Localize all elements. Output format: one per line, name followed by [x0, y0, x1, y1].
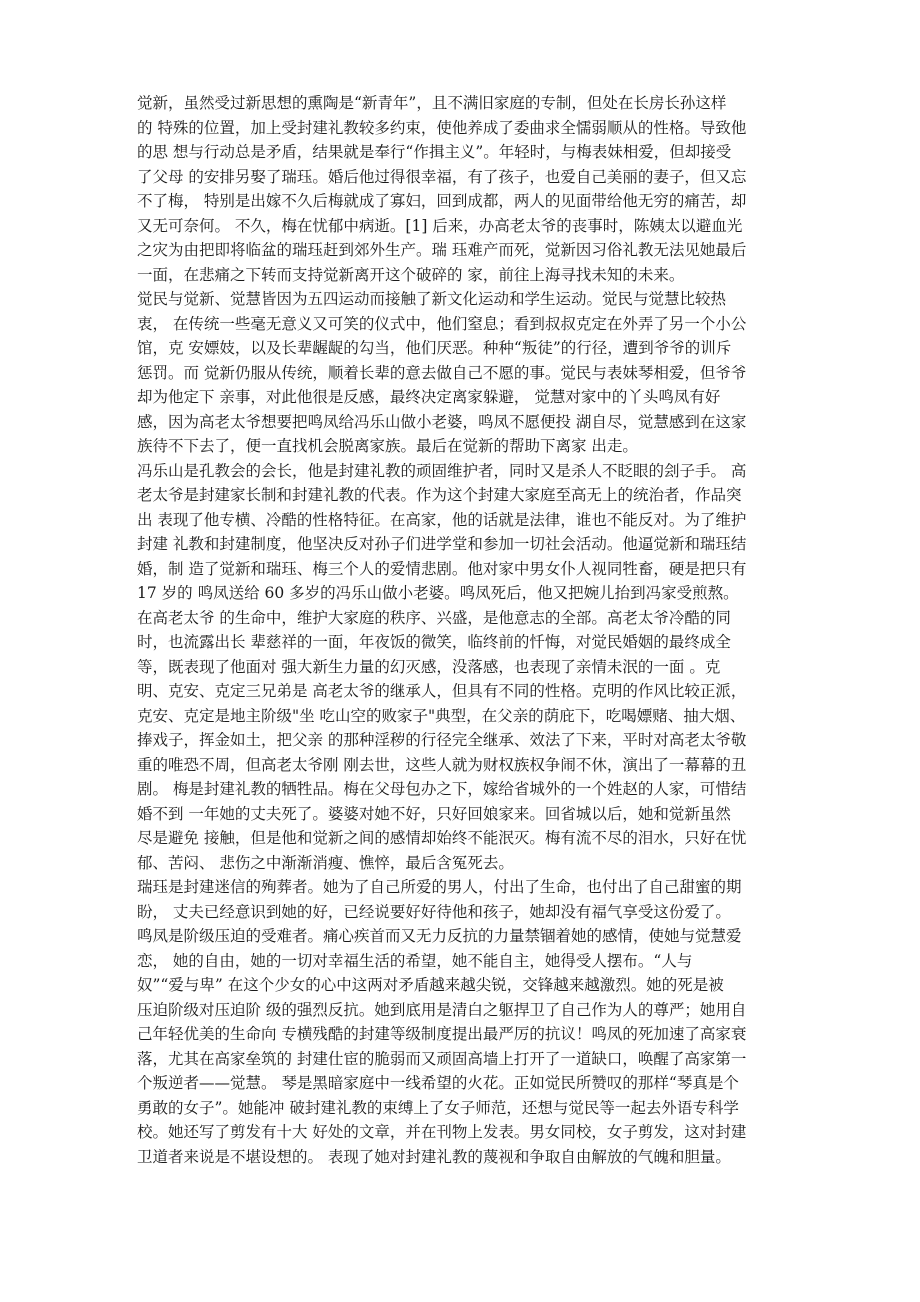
text-line: 郁、苦闷、 悲伤之中渐渐消瘦、憔悴，最后含冤死去。 [137, 853, 514, 872]
text-line: 时，也流露出长 辈慈祥的一面，年夜饭的微笑，临终前的忏悔，对觉民婚姻的最终成全 [137, 633, 731, 651]
text-line: 落，尤其在高家垒筑的 封建仕宦的脆弱而又顽固高墙上打开了一道缺口，唤醒了高家第一 [137, 1049, 747, 1068]
text-line: 不了梅， 特别是出嫁不久后梅就成了寡妇，回到成都，两人的见面带给他无穷的痛苦，却 [137, 192, 747, 210]
text-line: 觉民与觉新、觉慧皆因为五四运动而接触了新文化运动和学生运动。觉民与觉慧比较热 [137, 290, 727, 308]
text-line: 恋， 她的自由，她的一切对幸福生活的希望，她不能自主，她得受人摆布。“人与 [137, 951, 693, 970]
text-line: 的 特殊的位置，加上受封建礼教较多约束，使他养成了委曲求全懦弱顺从的性格。导致他 [137, 118, 747, 137]
text-line: 馆，克 安嫖妓，以及长辈龌龊的勾当，他们厌恶。种种“叛徒”的行径，遭到爷爷的训斥 [137, 339, 732, 357]
text-line: 婚不到 一年她的丈夫死了。婆婆对她不好，只好回娘家来。回省城以后，她和觉新虽然 [137, 804, 731, 823]
text-line: 剧。 梅是封建礼教的牺牲品。梅在父母包办之下，嫁给省城外的一个姓赵的人家，可惜结 [137, 780, 747, 798]
text-line: 奴”“爱与卑” 在这个少女的心中这两对矛盾越来越尖锐，交锋越来越激烈。她的死是被 [137, 976, 724, 994]
text-line: 又无可奈何。 不久，梅在忧郁中病逝。[1] 后来，办高老太爷的丧事时，陈姨太以避血光 [137, 216, 743, 235]
text-line: 了父母 的安排另娶了瑞珏。婚后他过得很幸福，有了孩子，也爱自己美丽的妻子，但又忘 [137, 167, 747, 186]
text-line: 一面，在悲痛之下转而支持觉新离开这个破碎的 家，前往上海寻找未知的未来。 [137, 265, 685, 284]
text-line: 等，既表现了他面对 强大新生力量的幻灭感，没落感，也表现了亲情未泯的一面 。克 [137, 657, 721, 676]
text-line: 校。她还写了剪发有十大 好处的文章，并在刊物上发表。男女同校，女子剪发，这对封建 [137, 1123, 747, 1141]
text-line: 明、克安、克定三兄弟是 高老太爷的继承人，但具有不同的性格。克明的作风比较正派， [137, 682, 747, 700]
text-line: 压迫阶级对压迫阶 级的强烈反抗。她到底用是清白之躯捍卫了自己作为人的尊严；她用自 [137, 1000, 747, 1019]
text-line: 感，因为高老太爷想要把鸣凤给冯乐山做小老婆，鸣凤不愿便投 湖自尽，觉慧感到在这家 [137, 412, 747, 431]
text-line: 克安、克定是地主阶级"坐 吃山空的败家子"典型，在父亲的荫庇下，吃喝嫖赌、抽大烟、 [137, 706, 746, 725]
text-line: 重的唯恐不周，但高老太爷刚 刚去世，这些人就为财权族权争闹不休，演出了一幕幕的丑 [137, 755, 747, 774]
text-line: 己年轻优美的生命向 专横残酷的封建等级制度提出最严厉的抗议！鸣凤的死加速了高家衰 [137, 1025, 747, 1043]
text-line: 之灾为由把即将临盆的瑞珏赶到郊外生产。瑞 珏难产而死，觉新因习俗礼教无法见她最后 [137, 241, 747, 259]
text-line: 惩罚。而 觉新仍服从传统，顺着长辈的意去做自己不愿的事。觉民与表妹琴相爱，但爷爷 [137, 363, 747, 382]
text-line: 在高老太爷 的生命中，维护大家庭的秩序、兴盛，是他意志的全部。高老太爷冷酷的同 [137, 608, 731, 627]
document-body [137, 91, 797, 1169]
text-line: 出 表现了他专横、冷酷的性格特征。在高家，他的话就是法律，谁也不能反对。为了维护 [137, 510, 747, 529]
text-line: 瑞珏是封建迷信的殉葬者。她为了自己所爱的男人，付出了生命，也付出了自己甜蜜的期 [137, 878, 742, 896]
text-line: 老太爷是封建家长制和封建礼教的代表。作为这个封建大家庭至高无上的统治者，作品突 [137, 486, 742, 504]
text-line: 盼， 丈夫已经意识到她的好，已经说要好好待他和孩子，她却没有福气享受这份爱了。 [137, 902, 731, 921]
text-line: 捧戏子，挥金如土，把父亲 的那种淫秽的行径完全继承、效法了下来，平时对高老太爷敬 [137, 731, 747, 749]
text-line: 卫道者来说是不堪设想的。 表现了她对封建礼教的蔑视和争取自由解放的气魄和胆量。 [137, 1147, 731, 1166]
text-line: 17 岁的 鸣凤送给 60 多岁的冯乐山做小老婆。鸣凤死后，他又把婉儿抬到冯家受煎熬。 [137, 584, 739, 602]
text-line: 族待不下去了，便一直找机会脱离家族。最后在觉新的帮助下离家 出走。 [137, 437, 638, 455]
text-line: 冯乐山是孔教会的会长，他是封建礼教的顽固维护者，同时又是杀人不眨眼的刽子手。 高 [137, 461, 747, 480]
text-line: 的思 想与行动总是矛盾，结果就是奉行“作揖主义”。年轻时，与梅表妹相爱，但却接受 [137, 143, 732, 161]
text-line: 婚，制 造了觉新和瑞珏、梅三个人的爱情悲剧。他对家中男女仆人视同牲畜，硬是把只有 [137, 559, 747, 578]
text-line: 尽是避免 接触，但是他和觉新之间的感情却始终不能泯灭。梅有流不尽的泪水，只好在忧 [137, 829, 747, 847]
text-line: 个叛逆者——觉慧。 琴是黑暗家庭中一线希望的火花。正如觉民所赞叹的那样“琴真是个 [137, 1074, 739, 1092]
text-line: 鸣凤是阶级压迫的受难者。痛心疾首而又无力反抗的力量禁锢着她的感情，使她与觉慧爱 [137, 927, 742, 945]
text-line: 觉新，虽然受过新思想的熏陶是“新青年”，且不满旧家庭的专制，但处在长房长孙这样 [137, 94, 727, 112]
text-line: 封建 礼教和封建制度，他坚决反对孙子们进学堂和参加一切社会活动。他逼觉新和瑞珏结 [137, 535, 747, 553]
text-line: 勇敢的女子”。她能冲 破封建礼教的束缚上了女子师范，还想与觉民等一起去外语专科学 [137, 1098, 739, 1117]
text-line: 衷， 在传统一些毫无意义又可笑的仪式中，他们窒息；看到叔叔克定在外弄了另一个小公 [137, 314, 747, 333]
text-line: 却为他定下 亲事，对此他很是反感，最终决定离家躲避， 觉慧对家中的丫头鸣凤有好 [137, 388, 721, 406]
